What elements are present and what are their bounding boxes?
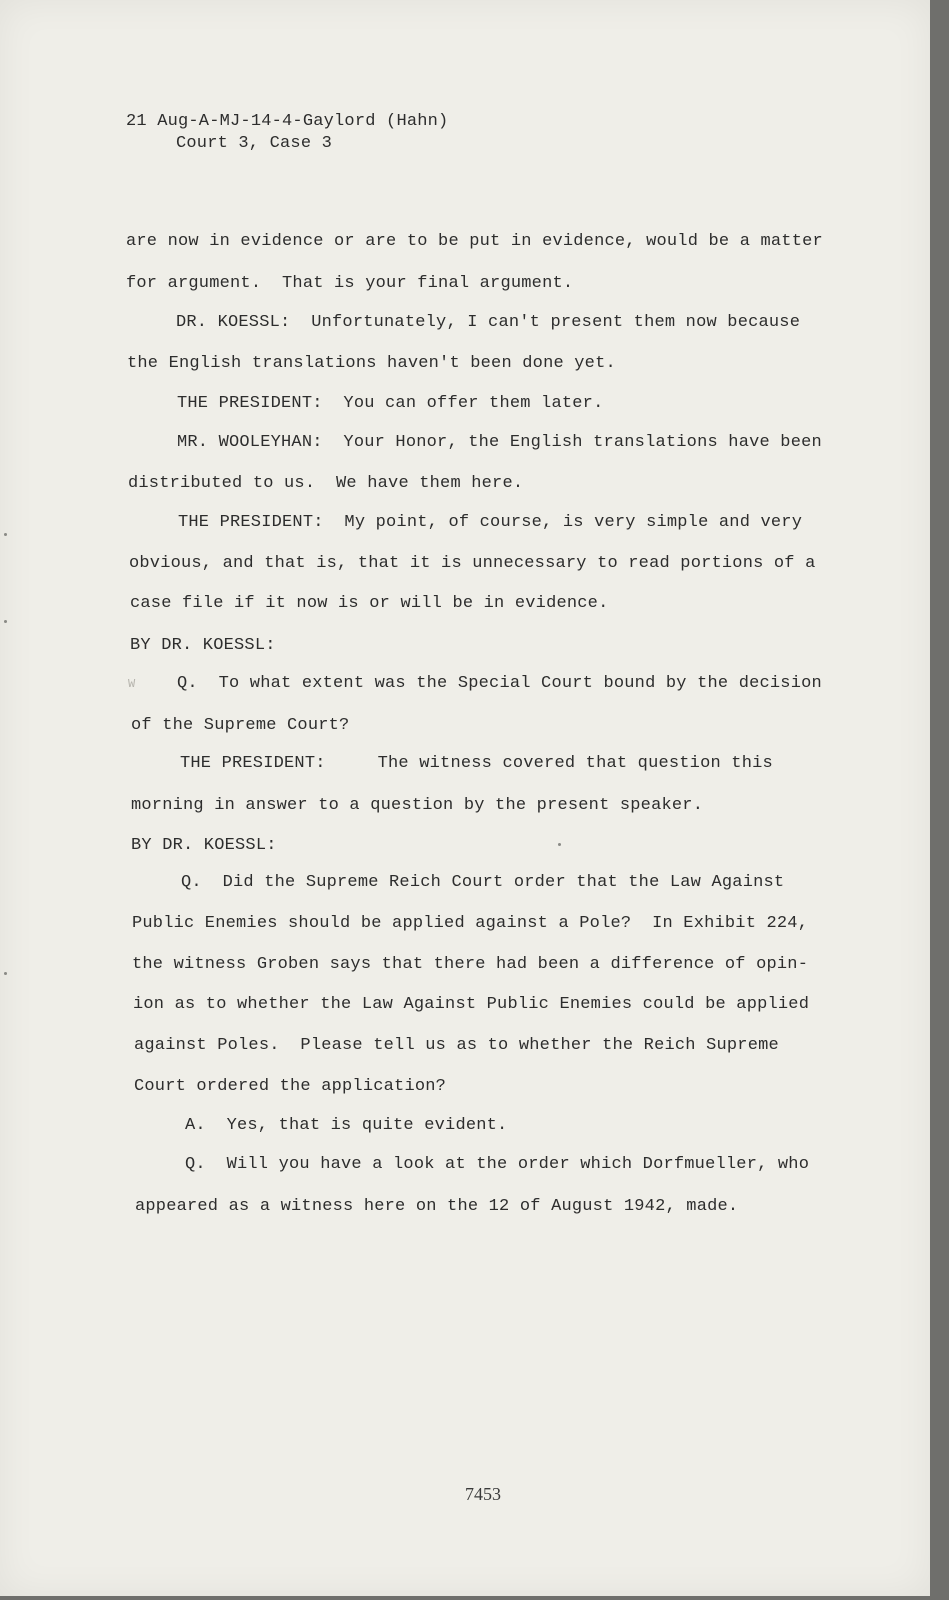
header-file-reference: 21 Aug-A-MJ-14-4-Gaylord (Hahn) <box>126 112 449 131</box>
text-line-21: against Poles. Please tell us as to whether the Reich Supreme <box>134 1036 779 1055</box>
text-line-23: A. Yes, that is quite evident. <box>185 1116 508 1135</box>
text-line-14: THE PRESIDENT: The witness covered that question this <box>180 754 773 773</box>
text-line-17: Q. Did the Supreme Reich Court order that the Law Against <box>181 873 785 892</box>
text-line-12: Q. To what extent was the Special Court bound by the decision <box>177 674 822 693</box>
text-line-22: Court ordered the application? <box>134 1077 447 1096</box>
text-line-10: case file if it now is or will be in evidence. <box>130 594 609 613</box>
text-line-11: BY DR. KOESSL: <box>130 636 276 655</box>
text-line-19: the witness Groben says that there had been a difference of opin- <box>132 955 809 974</box>
scan-speck <box>4 972 7 975</box>
text-line-3: DR. KOESSL: Unfortunately, I can't present them now because <box>176 313 801 332</box>
text-line-13: of the Supreme Court? <box>131 716 350 735</box>
header-court-case: Court 3, Case 3 <box>176 134 333 153</box>
margin-mark: W <box>128 677 136 691</box>
text-line-7: distributed to us. We have them here. <box>128 474 524 493</box>
page-number: 7453 <box>465 1484 501 1504</box>
text-line-2: for argument. That is your final argument. <box>126 274 574 293</box>
text-line-6: MR. WOOLEYHAN: Your Honor, the English translations have been <box>177 433 822 452</box>
text-line-8: THE PRESIDENT: My point, of course, is very simple and very <box>178 513 803 532</box>
text-line-9: obvious, and that is, that it is unnecessary to read portions of a <box>129 554 816 573</box>
text-line-5: THE PRESIDENT: You can offer them later. <box>177 394 604 413</box>
scan-speck <box>4 533 7 536</box>
text-line-15: morning in answer to a question by the present speaker. <box>131 796 704 815</box>
text-line-4: the English translations haven't been done yet. <box>127 354 616 373</box>
text-line-16: BY DR. KOESSL: <box>131 836 277 855</box>
text-line-25: appeared as a witness here on the 12 of August 1942, made. <box>135 1197 739 1216</box>
text-line-20: ion as to whether the Law Against Public Enemies could be applied <box>133 995 810 1014</box>
text-line-18: Public Enemies should be applied against a Pole? In Exhibit 224, <box>132 914 809 933</box>
text-line-1: are now in evidence or are to be put in evidence, would be a matter <box>126 232 823 251</box>
text-line-24: Q. Will you have a look at the order which Dorfmueller, who <box>185 1155 810 1174</box>
scan-speck <box>558 843 561 846</box>
scan-speck <box>4 620 7 623</box>
